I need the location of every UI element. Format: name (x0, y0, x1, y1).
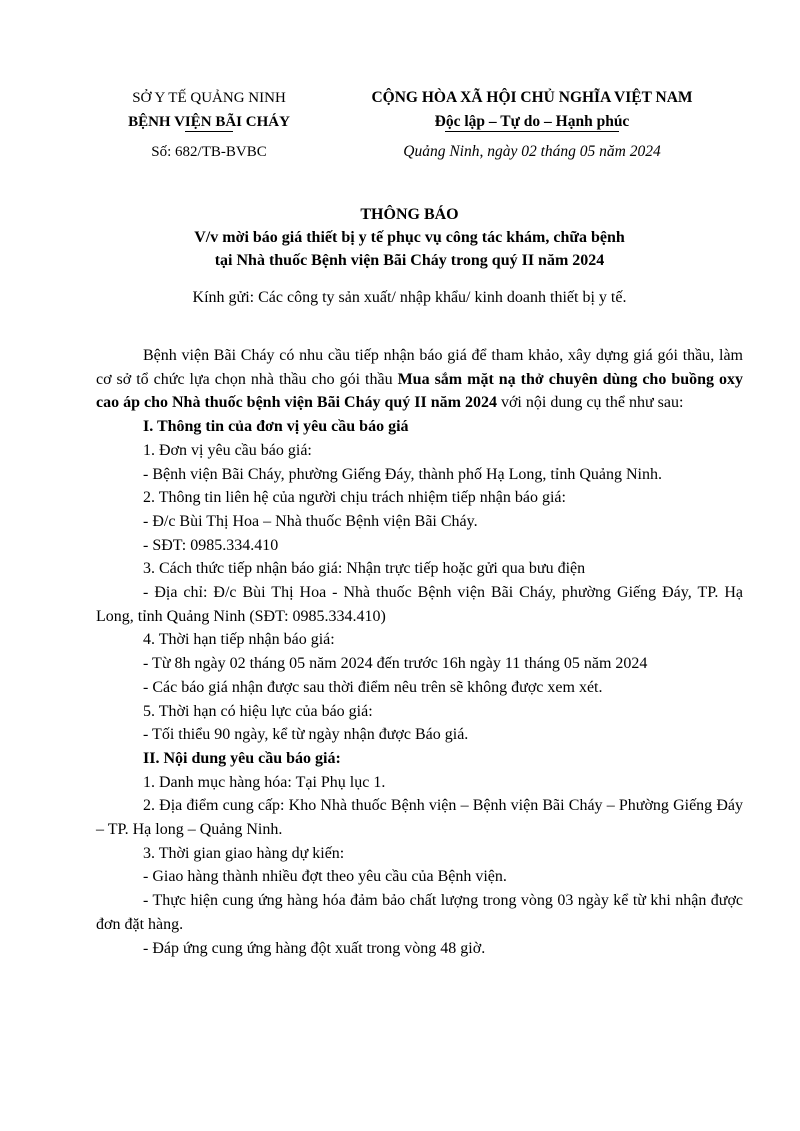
package-name: Mua sắm mặt nạ thở chuyên dùng cho buồng oxy cao áp cho Nhà thuốc bệnh viện Bãi Cháy quý II năm 2024 (96, 370, 744, 412)
section-heading-2: II. Nội dung yêu cầu báo giá: (143, 749, 341, 767)
item-1-5a: - Tối thiểu 90 ngày, kể từ ngày nhận được Báo giá. (143, 726, 469, 744)
document-title-block (100, 203, 719, 272)
organization-name: BỆNH VIỆN BÃI CHÁY (128, 114, 290, 130)
section-heading-1: I. Thông tin của đơn vị yêu cầu báo giá (143, 418, 409, 436)
item-1-1: 1. Đơn vị yêu cầu báo giá: (143, 441, 312, 459)
item-1-3: 3. Cách thức tiếp nhận báo giá: Nhận trực tiếp hoặc gửi qua bưu điện (143, 560, 586, 578)
item-2-3a: - Giao hàng thành nhiều đợt theo yêu cầu của Bệnh viện. (143, 868, 507, 886)
item-2-3b: - Thực hiện cung ứng hàng hóa đảm bảo chất lượng trong vòng 03 ngày kể từ khi nhận được đơn đặt hàng. (96, 892, 743, 933)
subject-line-1: V/v mời báo giá thiết bị y tế phục vụ công tác khám, chữa bệnh (194, 229, 625, 246)
intro-tail: với nội dung cụ thể như sau: (496, 394, 684, 412)
item-2-1: 1. Danh mục hàng hóa: Tại Phụ lục 1. (143, 773, 386, 791)
document-heading: THÔNG BÁO (360, 206, 459, 223)
item-1-4: 4. Thời hạn tiếp nhận báo giá: (143, 631, 335, 649)
item-2-2: 2. Địa điểm cung cấp: Kho Nhà thuốc Bệnh viện – Bệnh viện Bãi Cháy – Phường Giếng Đáy – TP. Hạ long – Quảng Ninh. (96, 797, 743, 839)
item-1-5: 5. Thời hạn có hiệu lực của báo giá: (143, 702, 373, 720)
item-1-2: 2. Thông tin liên hệ của người chịu trách nhiệm tiếp nhận báo giá: (143, 489, 566, 507)
item-1-1a: - Bệnh viện Bãi Cháy, phường Giếng Đáy, thành phố Hạ Long, tỉnh Quảng Ninh. (143, 465, 662, 483)
item-2-3c: - Đáp ứng cung ứng hàng đột xuất trong vòng 48 giờ. (143, 939, 486, 957)
recipient-line: Kính gửi: Các công ty sản xuất/ nhập khẩu/ kinh doanh thiết bị y tế. (192, 289, 627, 306)
document-date: Quảng Ninh, ngày 02 tháng 05 năm 2024 (403, 143, 661, 160)
item-1-4b: - Các báo giá nhận được sau thời điểm nêu trên sẽ không được xem xét. (143, 678, 603, 696)
item-1-2b: - SĐT: 0985.334.410 (143, 536, 279, 554)
document-number: Số: 682/TB-BVBC (151, 144, 267, 160)
subject-line-2: tại Nhà thuốc Bệnh viện Bãi Cháy trong quý II năm 2024 (214, 252, 605, 269)
item-2-3: 3. Thời gian giao hàng dự kiến: (143, 844, 345, 862)
item-1-2a: - Đ/c Bùi Thị Hoa – Nhà thuốc Bệnh viện Bãi Cháy. (143, 512, 478, 530)
item-1-3a: - Địa chỉ: Đ/c Bùi Thị Hoa - Nhà thuốc Bệnh viện Bãi Cháy, phường Giếng Đáy, TP. Hạ Long, tỉnh Quảng Ninh (SĐT: 0985.334.410) (96, 584, 743, 625)
intro-paragraph (96, 344, 743, 415)
issuer-header (100, 86, 318, 164)
nation-name: CỘNG HÒA XÃ HỘI CHỦ NGHĨA VIỆT NAM (371, 89, 693, 106)
department-name: SỞ Y TẾ QUẢNG NINH (132, 90, 286, 106)
intro-text: Bệnh viện Bãi Cháy có nhu cầu tiếp nhận báo giá để tham khảo, xây dựng giá gói thầu, làm cơ sở tổ chức lựa chọn nhà thầu cho gói thầu (96, 347, 743, 388)
national-motto: Độc lập – Tự do – Hạnh phúc (434, 113, 630, 130)
item-1-4a: - Từ 8h ngày 02 tháng 05 năm 2024 đến trước 16h ngày 11 tháng 05 năm 2024 (143, 655, 648, 673)
national-header (346, 86, 718, 164)
document-body (96, 344, 743, 960)
